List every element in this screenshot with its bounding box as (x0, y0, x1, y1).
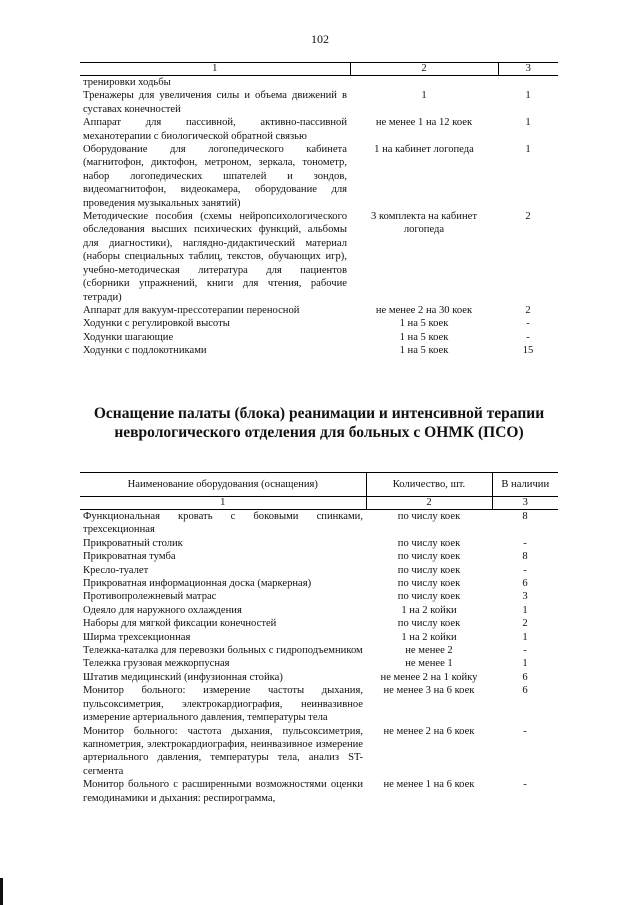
table-row (80, 631, 558, 644)
item-quantity: 1 на кабинет логопеда (374, 144, 474, 156)
item-name: Методические пособия (схемы нейропсихологического обследования высших психических функций, альбомы для диагностики), наглядно-дидактический материал (наборы специальных таблиц, текстов, обучающих игр), учебно-методическая литература для пациентов (сборники упражнений, книги для чтения, рабочие тетради) (83, 211, 347, 303)
scan-edge-mark (0, 878, 3, 905)
item-available: 8 (522, 511, 528, 522)
table-row (80, 725, 558, 779)
column-number-row (80, 63, 558, 76)
col-number-3: 3 (492, 497, 558, 510)
table-row (80, 657, 558, 670)
item-name: Прикроватная информационная доска (маркерная) (83, 578, 312, 590)
item-available: - (523, 779, 527, 791)
column-number-row (80, 497, 558, 510)
item-quantity: по числу коек (397, 551, 461, 563)
item-quantity: по числу коек (397, 564, 461, 576)
item-quantity: не менее 2 на 1 койку (380, 671, 478, 683)
item-quantity: по числу коек (397, 537, 461, 549)
col-number-1: 1 (80, 63, 350, 76)
page-number: 102 (311, 32, 329, 46)
table-row (80, 510, 558, 537)
item-available (498, 76, 558, 90)
table-row (80, 644, 558, 657)
table-row (80, 143, 558, 210)
item-quantity: 3 комплекта на кабинет логопеда (371, 211, 477, 236)
item-available: 2 (525, 211, 531, 223)
item-name: Ходунки с регулировкой высоты (83, 318, 230, 330)
item-quantity: 1 на 2 койки (401, 604, 457, 616)
item-name: Аппарат для пассивной, активно-пассивной механотерапии с биологической обратной связью (83, 117, 347, 142)
item-name: Тренажеры для увеличения силы и объема движений в суставах конечностей (83, 90, 347, 115)
col-number-3: 3 (498, 63, 558, 76)
item-available: - (523, 645, 527, 657)
item-available: 1 (522, 604, 528, 616)
item-quantity: не менее 1 (405, 658, 453, 670)
item-quantity: 1 на 5 коек (399, 345, 449, 357)
table-row (80, 89, 558, 116)
table-row (80, 76, 558, 90)
table-row (80, 317, 558, 330)
item-quantity: 1 на 5 коек (399, 331, 449, 343)
item-name: Штатив медицинский (инфузионная стойка) (83, 671, 283, 683)
item-quantity: 1 на 5 коек (399, 318, 449, 330)
table-row (80, 550, 558, 563)
item-quantity: не менее 2 на 30 коек (375, 304, 473, 316)
item-name: Прикроватный столик (83, 537, 183, 549)
item-available: 1 (522, 631, 528, 643)
item-quantity: 1 на 2 койки (401, 631, 457, 643)
item-available: 1 (522, 658, 528, 670)
table-row (80, 577, 558, 590)
table-row (80, 344, 558, 357)
table-row (80, 116, 558, 143)
table-row (80, 617, 558, 630)
item-available: - (523, 564, 527, 576)
header-available: В наличии (492, 473, 558, 497)
item-quantity: не менее 1 на 12 коек (375, 117, 473, 129)
item-available: 8 (522, 551, 528, 563)
item-quantity: по числу коек (397, 511, 461, 522)
item-available: 15 (522, 345, 534, 357)
table-row (80, 537, 558, 550)
table-row (80, 304, 558, 317)
item-name: Ходунки с подлокотниками (83, 345, 207, 357)
item-available: 2 (525, 304, 531, 316)
item-name: Монитор больного с расширенными возможностями оценки гемодинамики и дыхания: респирограмма, (83, 779, 363, 804)
item-quantity (350, 76, 498, 90)
item-available: 6 (522, 671, 528, 683)
item-name: Кресло-туалет (83, 564, 149, 576)
table-row (80, 684, 558, 724)
item-available: 3 (522, 591, 528, 603)
item-name: тренировки ходьбы (83, 77, 171, 88)
item-available: 1 (525, 90, 531, 102)
item-quantity: не менее 2 (405, 645, 453, 657)
table-row (80, 210, 558, 304)
col-number-2: 2 (350, 63, 498, 76)
item-name: Функциональная кровать с боковыми спинками, трехсекционная (83, 511, 363, 536)
header-row (80, 473, 558, 497)
item-name: Ширма трехсекционная (83, 631, 191, 643)
item-available: 6 (522, 685, 528, 697)
item-quantity: не менее 2 на 6 коек (383, 725, 475, 737)
col-number-1: 1 (80, 497, 366, 510)
col-number-2: 2 (366, 497, 492, 510)
item-name: Оборудование для логопедического кабинета (магнитофон, диктофон, метроном, зеркала, тонометр, набор логопедических шпателей и зондов, видеомагнитофон, видеокамера, оборудование для проведения музыкальных занятий) (83, 144, 347, 209)
item-available: - (523, 725, 527, 737)
item-name: Монитор больного: частота дыхания, пульсоксиметрия, капнометрия, электрокардиография, неинвазивное измерение артериального давления, температуры тела, анализ ST-сегмента (83, 725, 363, 777)
item-quantity: не менее 1 на 6 коек (383, 779, 475, 791)
table-row (80, 604, 558, 617)
item-quantity: по числу коек (397, 591, 461, 603)
item-available: - (526, 318, 530, 330)
item-available: 2 (522, 618, 528, 630)
item-quantity: 1 (421, 90, 427, 102)
item-quantity: не менее 3 на 6 коек (383, 685, 475, 697)
item-available: 1 (525, 117, 531, 129)
item-name: Наборы для мягкой фиксации конечностей (83, 618, 277, 630)
icu-equipment-table (80, 472, 558, 805)
header-name: Наименование оборудования (оснащения) (80, 473, 366, 497)
item-name: Прикроватная тумба (83, 551, 176, 563)
table-row (80, 331, 558, 344)
table-row (80, 564, 558, 577)
item-name: Тележка грузовая межкорпусная (83, 658, 230, 670)
table-row (80, 671, 558, 684)
item-available: 1 (525, 144, 531, 156)
item-name: Ходунки шагающие (83, 331, 174, 343)
item-available: - (526, 331, 530, 343)
item-name: Противопролежневый матрас (83, 591, 217, 603)
item-available: - (523, 537, 527, 549)
table-row (80, 778, 558, 805)
item-name: Аппарат для вакуум-прессотерапии переносной (83, 304, 300, 316)
equipment-table-continued (80, 62, 558, 358)
item-quantity: по числу коек (397, 578, 461, 590)
section-title: Оснащение палаты (блока) реанимации и интенсивной терапии неврологического отделения для больных с ОНМК (ПСО) (93, 405, 545, 441)
item-available: 6 (522, 578, 528, 590)
header-quantity: Количество, шт. (366, 473, 492, 497)
item-quantity: по числу коек (397, 618, 461, 630)
item-name: Одеяло для наружного охлаждения (83, 604, 242, 616)
item-name: Монитор больного: измерение частоты дыхания, пульсоксиметрия, электрокардиография, неинвазивное измерение артериального давления, температуры тела (83, 685, 363, 724)
table-row (80, 590, 558, 603)
item-name: Тележка-каталка для перевозки больных с гидроподъемником (83, 645, 363, 657)
